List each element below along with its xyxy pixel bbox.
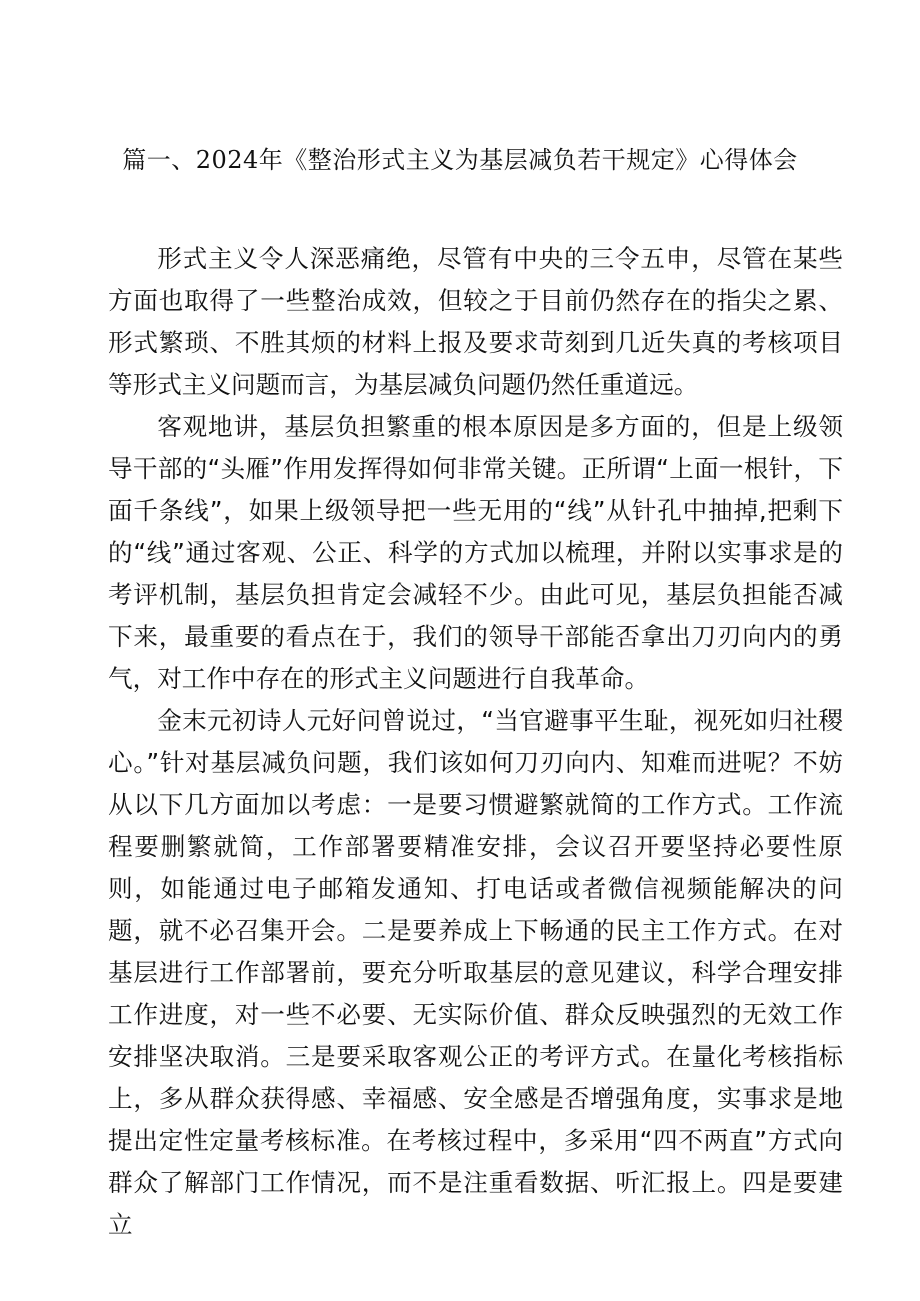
document-body bbox=[108, 238, 843, 1246]
paragraph-3: 金末元初诗人元好问曾说过，“当官避事平生耻，视死如归社稷心。”针对基层减负问题，我们该如何刀刃向内、知难而进呢？不妨从以下几方面加以考虑：一是要习惯避繁就简的工作方式。工作流程要删繁就简，工作部署要精准安排，会议召开要坚持必要性原则，如能通过电子邮箱发通知、打电话或者微信视频能解决的问题，就不必召集开会。二是要养成上下畅通的民主工作方式。在对基层进行工作部署前，要充分听取基层的意见建议，科学合理安排工作进度，对一些不必要、无实际价值、群众反映强烈的无效工作安排坚决取消。三是要采取客观公正的考评方式。在量化考核指标上，多从群众获得感、幸福感、安全感是否增强角度，实事求是地提出定性定量考核标准。在考核过程中，多采用“四不两直”方式向群众了解部门工作情况，而不是注重看数据、听汇报上。四是要建立 bbox=[108, 706, 843, 1239]
document-title: 篇一、2024年《整治形式主义为基层减负若干规定》心得体会 bbox=[122, 146, 798, 174]
paragraph-1: 形式主义令人深恶痛绝，尽管有中央的三令五申，尽管在某些方面也取得了一些整治成效，但较之于目前仍然存在的指尖之累、形式繁琐、不胜其烦的材料上报及要求苛刻到几近失真的考核项目等形式主义问题而言，为基层减负问题仍然任重道远。 bbox=[108, 244, 843, 399]
paragraph-2: 客观地讲，基层负担繁重的根本原因是多方面的，但是上级领导干部的“头雁”作用发挥得如何非常关键。正所谓“上面一根针，下面千条线”，如果上级领导把一些无用的“线”从针孔中抽掉,把剩下的“线”通过客观、公正、科学的方式加以梳理，并附以实事求是的考评机制，基层负担肯定会减轻不少。由此可见，基层负担能否减下来，最重要的看点在于，我们的领导干部能否拿出刀刃向内的勇气，对工作中存在的形式主义问题进行自我革命。 bbox=[108, 412, 843, 693]
